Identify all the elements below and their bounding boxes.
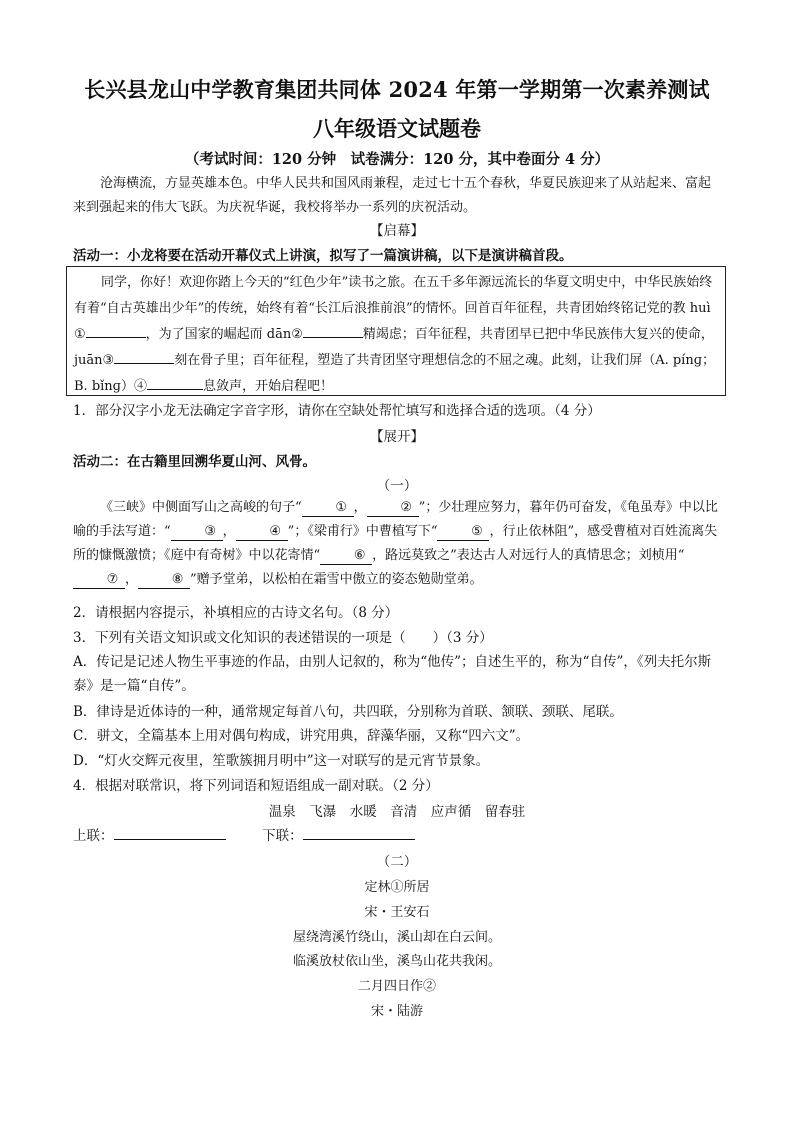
intro-paragraph: 沧海横流，方显英雄本色。中华人民共和国风雨兼程，走过七十五个春秋，华夏民族迎来了从站起来、富起来到强起来的伟大飞跃。为庆祝华诞，我校将举办一系列的庆祝活动。 [73,176,712,215]
exam-info: （考试时间：120 分钟 试卷满分：120 分，其中卷面分 4 分） [184,151,610,168]
question-4: 4．根据对联常识，将下列词语和短语组成一副对联。（2 分） [73,778,439,794]
upper-couplet-blank[interactable] [114,825,226,840]
poem-1-title: 定林①所居 [364,880,430,895]
poem-blank-3[interactable]: ③ [171,524,223,541]
option-c: C．骈文，全篇基本上用对偶句构成，讲究用典，辞藻华丽，又称“四六文”。 [73,728,530,744]
question-3: 3．下列有关语文知识或文化知识的表述错误的一项是（ ）（3 分） [73,630,493,646]
speech-text-5: 息敛声，开始启程吧！ [203,379,334,394]
part-one-label: （一） [376,478,418,494]
speech-text-2: ，为了国家的崛起而 dān② [145,327,303,342]
poem-blank-2[interactable]: ② [367,500,419,517]
option-d: D．“灯火交辉元夜里，笙歌簇拥月明中”这一对联写的是元宵节景象。 [73,753,490,769]
poem-blank-6[interactable]: ⑥ [320,548,372,565]
answer-blank-4[interactable] [147,375,203,390]
question-1: 1．部分汉字小龙无法确定字音字形，请你在空缺处帮忙填写和选择合适的选项。（4 分） [73,403,601,419]
couplet-words: 温泉 飞瀑 水暖 音清 应声循 留春驻 [268,804,526,820]
fill-text: ”赠予堂弟，以松柏在霜雪中傲立的姿态勉勋堂弟。 [190,572,483,587]
speech-box [66,266,726,396]
lower-couplet-label: 下联： [262,828,303,844]
activity-two-heading: 活动二：在古籍里回溯华夏山河、风骨。 [73,454,316,470]
poem-2-author: 宋・陆游 [370,1004,423,1019]
option-b: B．律诗是近体诗的一种，通常规定每首八句，共四联，分别称为首联、颔联、颈联、尾联。 [73,704,623,720]
answer-blank-2[interactable] [303,323,363,338]
speech-text-4: 刻在骨子里；百年征程，塑造了共青团坚守理想信念的不屈之魂。此刻，让我们屏（A. pínɡ；B. bǐnɡ）④ [74,353,716,394]
poem-blank-1[interactable]: ① [302,500,354,517]
poem-2-title: 二月四日作② [357,979,436,994]
couplet-answer-row [73,824,415,844]
fill-text: ”；《梁甫行》中曹植写下“ [287,524,438,539]
fill-text: 《三峡》中侧面写山之高峻的句子“ [100,500,302,515]
speech-text-3: 精竭虑；百年征程，共青团早已把中华民族伟大复兴的使命，juān③ [74,327,714,368]
poem-1-line-2: 临溪放杖依山坐，溪鸟山花共我闲。 [292,954,501,969]
poem-1-line-1: 屋绕湾溪竹绕山，溪山却在白云间。 [292,930,501,945]
option-a: A．传记是记述人物生平事迹的作品，由别人记叙的，称为“他传”；自述生平的，称为“自传”，《列夫托尔斯泰》是一篇“自传”。 [73,654,712,694]
fill-text: ”；少壮理应努力，暮年仍可奋发，《龟虽寿》中以比喻的手法写道：“ [73,500,718,539]
answer-blank-3[interactable] [114,349,174,364]
fill-text: ，路远莫致之”表达古人对远行人的真情思念；刘桢用“ [372,548,685,563]
fill-text: ， [125,572,139,587]
upper-couplet-label: 上联： [73,828,114,844]
fill-text: ， [222,524,236,539]
fill-in-paragraph [73,496,723,592]
poem-blank-5[interactable]: ⑤ [437,524,489,541]
fill-text: ， [353,500,367,515]
exam-title: 长兴县龙山中学教育集团共同体 2024 年第一学期第一次素养测试 [84,77,710,102]
poem-blank-4[interactable]: ④ [236,524,288,541]
fill-text: ，行止依林阻”，感受曹植对百姓流离失所的慷慨激愤；《庭中有奇树》中以花寄情“ [73,524,718,563]
answer-blank-1[interactable] [86,323,146,338]
activity-one-heading: 活动一：小龙将要在活动开幕仪式上讲演，拟写了一篇演讲稿，以下是演讲稿首段。 [73,248,573,264]
section-heading-unfold: 【展开】 [370,429,424,445]
lower-couplet-blank[interactable] [303,825,415,840]
exam-subtitle: 八年级语文试题卷 [313,116,481,141]
poem-1-author: 宋・王安石 [364,905,430,920]
poem-blank-7[interactable]: ⑦ [73,572,125,589]
section-heading-opening: 【启幕】 [370,223,424,239]
part-two-label: （二） [376,854,418,870]
question-2: 2．请根据内容提示，补填相应的古诗文名句。（8 分） [73,605,399,621]
speech-text-1: 同学，你好！欢迎你踏上今天的“红色少年”读书之旅。在五千多年源远流长的华夏文明史中，中华民族始终有着“自古英雄出少年”的传统，始终有着“长江后浪推前浪”的情怀。回首百年征程，共青团始终铭记党的教 huì ① [74,275,713,342]
poem-blank-8[interactable]: ⑧ [138,572,190,589]
